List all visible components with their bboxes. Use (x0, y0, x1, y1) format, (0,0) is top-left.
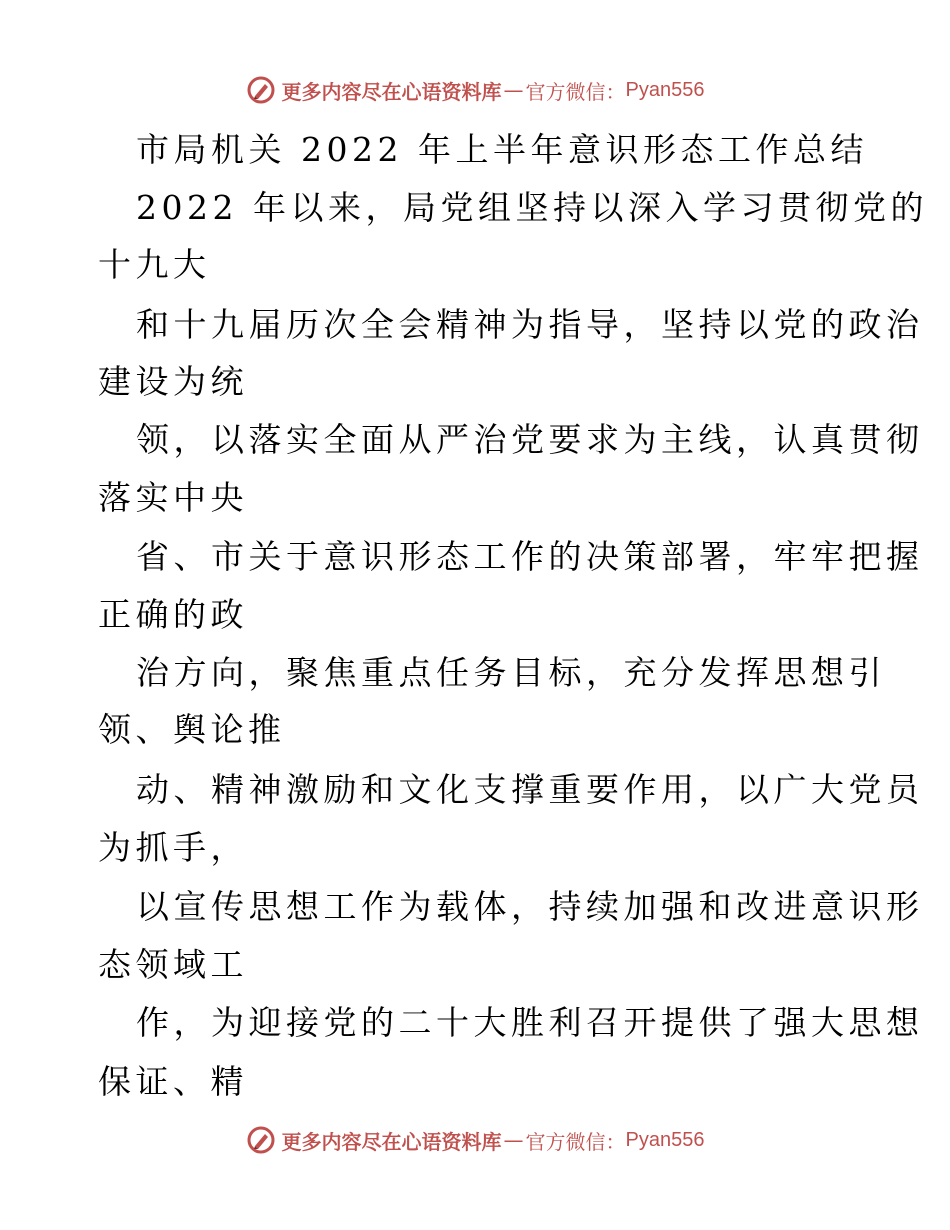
header-watermark (0, 70, 950, 110)
paragraph-line: 正确的政 (98, 595, 248, 634)
watermark-brand: 更多内容尽在心语资料库 (281, 1129, 502, 1154)
paragraph-line: 建设为统 (98, 362, 248, 401)
paragraph-line: 保证、精 (98, 1062, 248, 1101)
pen-logo-icon (246, 75, 276, 105)
watermark-wechat-id: Pyan556 (625, 1128, 705, 1151)
paragraph-line: 治方向，聚焦重点任务目标，充分发挥思想引 (136, 653, 886, 692)
paragraph-line: 态领域工 (98, 945, 248, 984)
footer-watermark (0, 1120, 950, 1160)
watermark-wechat-label: 官方微信： (525, 79, 626, 104)
document-title: 市局机关 2022 年上半年意识形态工作总结 (136, 130, 868, 169)
paragraph-line: 和十九届历次全会精神为指导，坚持以党的政治 (136, 305, 924, 344)
watermark-dash: — (503, 1128, 524, 1152)
paragraph-line: 动、精神激励和文化支撑重要作用，以广大党员 (136, 770, 924, 809)
watermark-wechat-id: Pyan556 (625, 78, 705, 101)
paragraph-line: 2022 年以来，局党组坚持以深入学习贯彻党的 (136, 188, 928, 227)
paragraph-line: 以宣传思想工作为载体，持续加强和改进意识形 (136, 887, 924, 926)
watermark-brand: 更多内容尽在心语资料库 (281, 79, 502, 104)
paragraph-line: 领，以落实全面从严治党要求为主线，认真贯彻 (136, 420, 924, 459)
paragraph-line: 省、市关于意识形态工作的决策部署，牢牢把握 (136, 537, 924, 576)
paragraph-line: 作，为迎接党的二十大胜利召开提供了强大思想 (136, 1003, 924, 1042)
watermark-dash: — (503, 78, 524, 102)
pen-logo-icon (246, 1125, 276, 1155)
paragraph-line: 为抓手， (98, 828, 248, 867)
paragraph-line: 落实中央 (98, 478, 248, 517)
paragraph-line: 领、舆论推 (98, 710, 286, 749)
paragraph-line: 十九大 (98, 245, 211, 284)
watermark-wechat-label: 官方微信： (525, 1129, 626, 1154)
